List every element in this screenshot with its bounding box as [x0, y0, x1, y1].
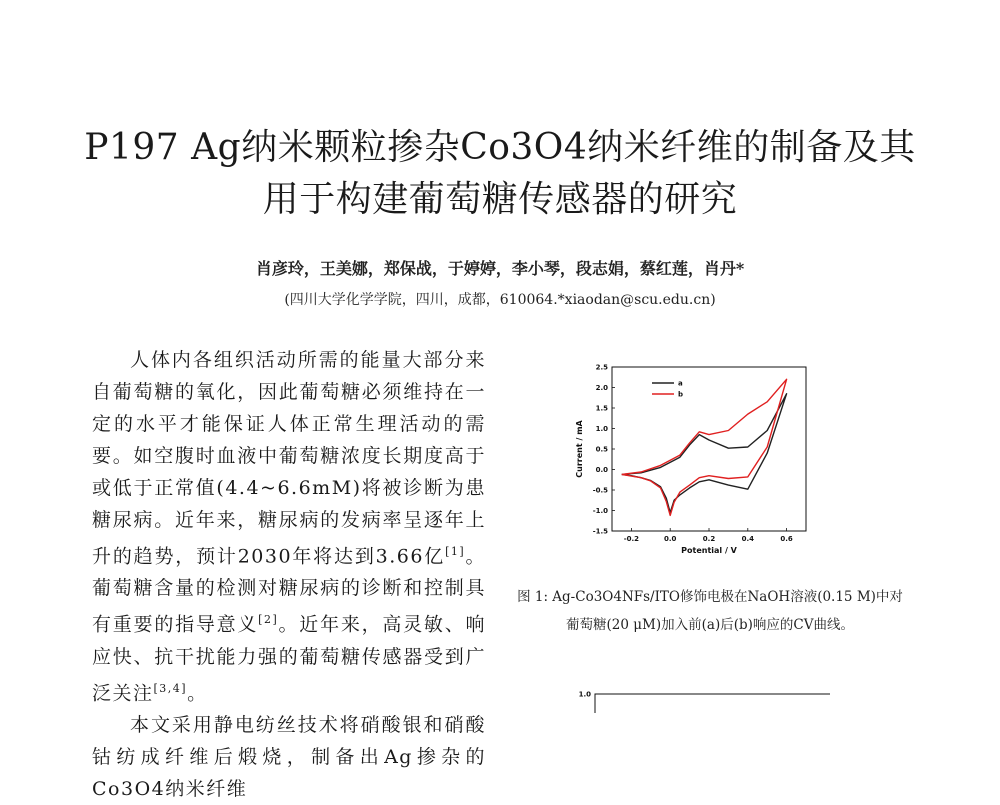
body-text	[92, 344, 486, 805]
cv-figure	[560, 355, 860, 555]
y-tick-label: 1.5	[595, 404, 608, 413]
plot-frame	[595, 694, 830, 713]
y-tick-label: -1.0	[592, 507, 608, 515]
y-tick-label: 1.0	[578, 690, 591, 699]
y-tick-label: 0.5	[595, 445, 608, 454]
x-tick-label: 0.4	[741, 535, 755, 543]
title-line-2: 用于构建葡萄糖传感器的研究	[262, 179, 738, 220]
x-tick-label: -0.2	[623, 535, 640, 543]
ref-2: [2]	[258, 613, 279, 627]
paragraph-1-text-c: 。近年来，高灵敏、响应快、抗干扰能力强的葡萄糖传感器受到广泛关注	[92, 613, 486, 704]
title-line-1: P197 Ag纳米颗粒掺杂Co3O4纳米纤维的制备及其	[84, 127, 916, 168]
y-tick-label: 0.0	[595, 466, 608, 474]
ref-3: [3,4]	[153, 681, 188, 695]
legend-label-b: b	[678, 390, 684, 399]
cv-chart	[560, 355, 860, 555]
affiliation: (四川大学化学学院，四川，成都，610064.*xiaodan@scu.edu.cn)	[284, 292, 716, 308]
series-a-line	[622, 394, 787, 513]
figure-caption	[510, 583, 910, 639]
y-tick-label: 1.0	[595, 425, 608, 433]
paragraph-1-text-b: 。葡萄糖含量的检测对糖尿病的诊断和控制具有重要的指导意义	[92, 545, 486, 636]
legend-label-a: a	[678, 379, 683, 388]
series-b-line	[622, 379, 787, 515]
caption-line-2: 葡萄糖(20 μM)加入前(a)后(b)响应的CV曲线。	[566, 617, 854, 633]
x-axis-label: Potential / V	[681, 546, 737, 555]
paragraph-1-text: 人体内各组织活动所需的能量大部分来自葡萄糖的氧化，因此葡萄糖必须维持在一定的水平才能保证人体正常生理活动的需要。如空腹时血液中葡萄糖浓度长期度高于或低于正常值(4.4~6.6mM)将被诊断为患糖尿病。近年来，糖尿病的发病率呈逐年上升的趋势，预计2030年将达到3.66亿	[92, 349, 486, 568]
second-figure	[560, 686, 860, 713]
x-tick-label: 0.0	[663, 535, 677, 543]
paragraph-2: 本文采用静电纺丝技术将硝酸银和硝酸钴纺成纤维后煅烧，制备出Ag掺杂的Co3O4纳米纤维	[92, 713, 486, 800]
caption-line-1: 图 1: Ag-Co3O4NFs/ITO修饰电极在NaOH溶液(0.15 M)中对	[517, 589, 903, 605]
paragraph-1-text-d: 。	[187, 681, 208, 704]
ref-1: [1]	[445, 545, 466, 558]
paper-title	[80, 122, 920, 226]
paragraph-1	[92, 344, 486, 709]
y-tick-label: -1.5	[592, 527, 608, 536]
y-axis-label: Current / mA	[575, 420, 584, 478]
y-tick-label: 2.0	[595, 384, 608, 392]
x-tick-label: 0.2	[702, 535, 716, 543]
y-tick-label: -0.5	[592, 486, 608, 495]
author-list: 肖彦玲，王美娜，郑保战，于婷婷，李小琴，段志娟，蔡红莲，肖丹*	[255, 259, 745, 278]
y-tick-label: 2.5	[595, 363, 608, 372]
x-tick-label: 0.6	[780, 535, 793, 543]
second-chart	[560, 686, 860, 713]
